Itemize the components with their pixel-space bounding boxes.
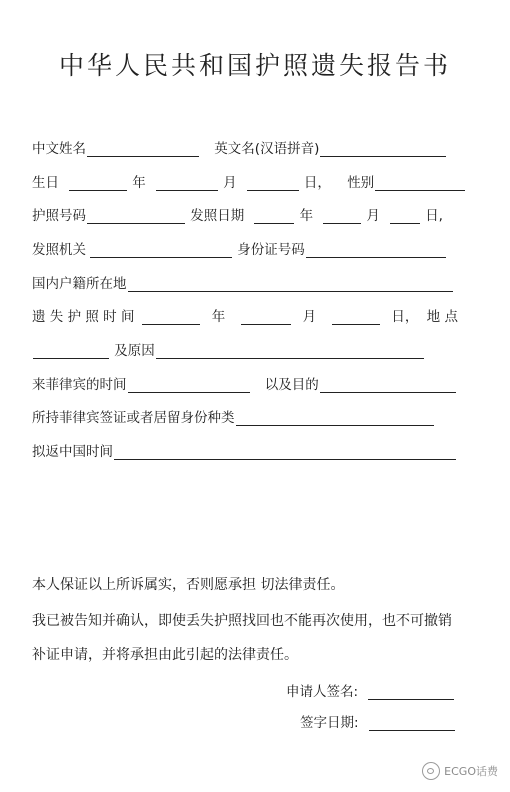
loss-year-field[interactable] (142, 311, 200, 325)
declaration-line-2: 我已被告知并确认，即使丢失护照找回也不能再次使用，也不可撤销 (32, 613, 452, 629)
loss-time-label: 遗 失 护 照 时 间 (32, 309, 135, 325)
declaration-line-3: 补证申请，并将承担由此引起的法律责任。 (32, 647, 298, 663)
chinese-name-label: 中文姓名 (32, 141, 86, 157)
id-number-label: 身份证号码 (237, 242, 305, 258)
purpose-label: 以及目的 (264, 377, 319, 393)
domicile-field[interactable] (128, 278, 453, 292)
reason-label: 及原因 (114, 343, 155, 359)
chinese-name-field[interactable] (87, 143, 199, 157)
row-return (32, 444, 457, 460)
birth-day-unit: 日， (303, 175, 331, 191)
issue-month-field[interactable] (323, 210, 361, 224)
issuing-authority-field[interactable] (90, 244, 232, 258)
row-passport (32, 208, 443, 224)
passport-no-field[interactable] (87, 210, 185, 224)
row-visa (32, 410, 435, 426)
birth-year-field[interactable] (69, 177, 127, 191)
issue-month-unit: 月 (366, 208, 380, 224)
page-title: 中华人民共和国护照遗失报告书 (58, 51, 451, 80)
birth-year-unit: 年 (132, 175, 146, 191)
loss-month-unit: 月 (302, 309, 317, 325)
loss-month-field[interactable] (241, 311, 291, 325)
issue-day-unit: 日, (425, 208, 443, 224)
birth-month-field[interactable] (156, 177, 218, 191)
birth-label: 生日 (32, 175, 59, 191)
issuing-authority-label: 发照机关 (32, 242, 86, 258)
signature-date-label: 签字日期: (300, 715, 359, 731)
wechat-logo-icon (422, 762, 440, 780)
birth-day-field[interactable] (247, 177, 299, 191)
english-name-label: 英文名(汉语拼音) (214, 141, 320, 157)
location-label: 地 点 (426, 309, 458, 325)
issue-year-unit: 年 (299, 208, 314, 224)
row-arrival (32, 377, 457, 393)
issue-date-label: 发照日期 (190, 208, 245, 224)
row-authority (32, 242, 447, 258)
loss-day-field[interactable] (332, 311, 380, 325)
gender-field[interactable] (375, 177, 465, 191)
watermark (422, 762, 498, 780)
row-names (32, 141, 447, 157)
purpose-field[interactable] (320, 379, 456, 393)
english-name-field[interactable] (320, 143, 446, 157)
row-birthday (32, 175, 466, 191)
id-number-field[interactable] (306, 244, 446, 258)
birth-month-unit: 月 (223, 175, 237, 191)
gender-label: 性别 (347, 175, 375, 191)
issue-year-field[interactable] (254, 210, 294, 224)
signature-date-row (300, 715, 456, 731)
signature-row (286, 684, 455, 700)
arrival-time-label: 来菲律宾的时间 (32, 377, 127, 393)
return-time-label: 拟返中国时间 (32, 444, 113, 460)
domicile-label: 国内户籍所在地 (32, 276, 127, 292)
applicant-signature-label: 申请人签名: (286, 684, 359, 700)
loss-year-unit: 年 (211, 309, 226, 325)
location-field[interactable] (33, 345, 109, 359)
signature-date-field[interactable] (369, 717, 455, 731)
row-loss-time (32, 309, 458, 325)
arrival-time-field[interactable] (128, 379, 250, 393)
issue-day-field[interactable] (390, 210, 420, 224)
watermark-text: ECGO话费 (444, 765, 498, 778)
visa-type-label: 所持菲律宾签证或者居留身份种类 (32, 410, 235, 426)
row-reason (32, 343, 425, 359)
passport-no-label: 护照号码 (32, 208, 86, 224)
reason-field[interactable] (156, 345, 424, 359)
loss-day-unit: 日， (391, 309, 419, 325)
visa-type-field[interactable] (236, 412, 434, 426)
applicant-signature-field[interactable] (368, 686, 454, 700)
declaration-line-1: 本人保证以上所诉属实，否则愿承担 切法律责任。 (32, 577, 345, 593)
row-domicile (32, 276, 454, 292)
return-time-field[interactable] (114, 446, 456, 460)
